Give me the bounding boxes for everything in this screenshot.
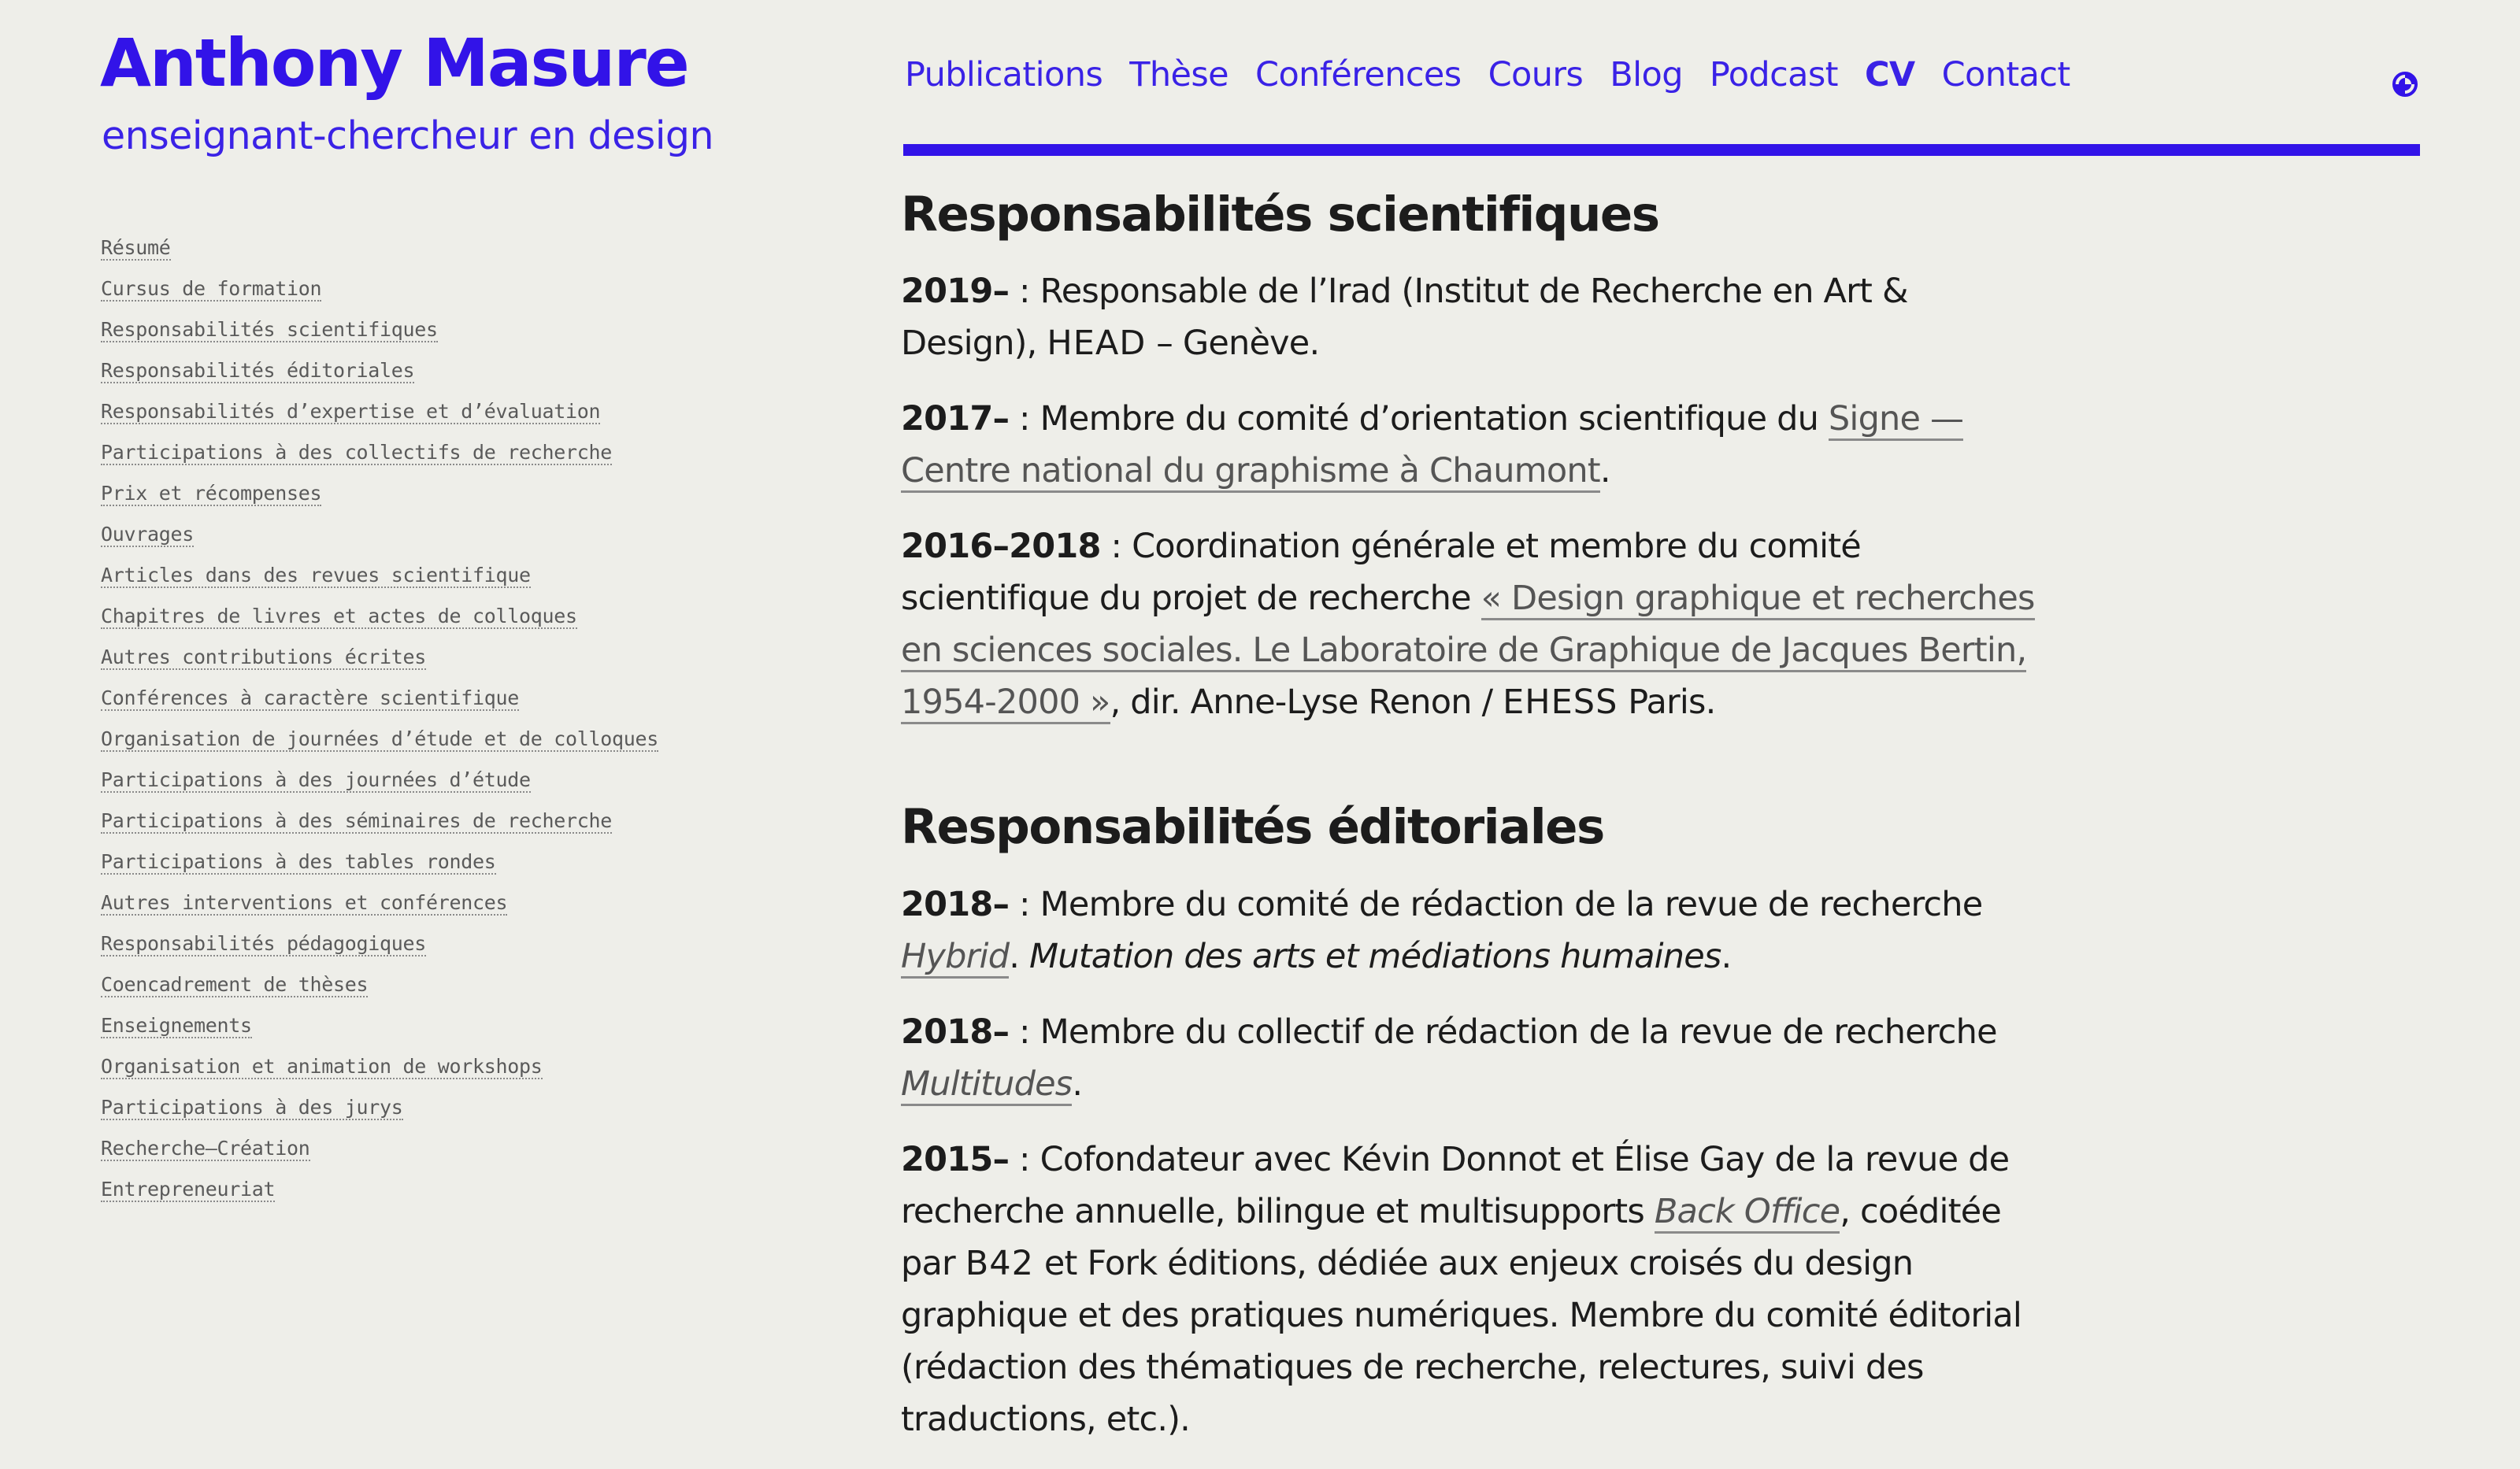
main-nav [905, 55, 2070, 94]
cv-entry: 2018– : Membre du collectif de rédaction de la revue de recherche Multitudes. [901, 1006, 2043, 1110]
entry-date: 2015– [901, 1139, 1010, 1179]
toc-item [101, 482, 658, 523]
toc-link[interactable]: Participations à des séminaires de recherche [101, 809, 613, 832]
toc-item [101, 686, 658, 727]
section-heading-scientific: Responsabilités scientifiques [901, 187, 1659, 242]
nav-cours[interactable]: Cours [1488, 55, 1584, 94]
toc-item [101, 1014, 658, 1055]
toc-link[interactable]: Conférences à caractère scientifique [101, 686, 520, 709]
cv-entry: 2017– : Membre du comité d’orientation scientifique du Signe — Centre national du graphisme à Chaumont. [901, 393, 2043, 497]
toc-link[interactable]: Responsabilités scientifiques [101, 318, 438, 341]
toc-link[interactable]: Recherche–Création [101, 1137, 310, 1160]
toc-link[interactable]: Participations à des collectifs de recherche [101, 441, 613, 464]
entry-link[interactable]: Hybrid [901, 937, 1009, 979]
toc-item [101, 1096, 658, 1137]
toc-item [101, 1178, 658, 1219]
nav-publications[interactable]: Publications [905, 55, 1103, 94]
toc-link[interactable]: Ouvrages [101, 523, 195, 546]
toc-link[interactable]: Organisation et animation de workshops [101, 1055, 543, 1078]
toc-item [101, 277, 658, 318]
toc-link[interactable]: Coencadrement de thèses [101, 973, 369, 996]
toc-link[interactable]: Participations à des tables rondes [101, 850, 496, 873]
site-title[interactable]: Anthony Masure [100, 24, 688, 102]
main-content [901, 185, 2043, 1469]
cv-entry: 2018– : Membre du comité de rédaction de la revue de recherche Hybrid. Mutation des arts et médiations humaines. [901, 879, 2043, 982]
nav-divider [903, 144, 2420, 156]
toc-item [101, 441, 658, 482]
toc-link[interactable]: Résumé [101, 236, 171, 259]
toc-item [101, 400, 658, 441]
toc-item [101, 932, 658, 973]
toc-item [101, 768, 658, 809]
entry-link[interactable]: « Design graphique et recherches en sciences sociales. Le Laboratoire de Graphique de Jacques Bertin, 1954-2000 » [901, 579, 2035, 724]
nav-cv[interactable]: CV [1864, 55, 1915, 94]
toc-link[interactable]: Enseignements [101, 1014, 252, 1037]
cv-entry: 2016–2018 : Coordination générale et membre du comité scientifique du projet de recherche « Design graphique et recherches en sciences sociales. Le Laboratoire de Graphique de Jacques Bertin, 1954-2000 », dir. Anne-Lyse Renon / EHESS Paris. [901, 520, 2043, 728]
toc-item [101, 1137, 658, 1178]
toc-item [101, 727, 658, 768]
toc-item [101, 891, 658, 932]
contrast-icon[interactable] [2392, 71, 2418, 98]
entry-date: 2016–2018 [901, 527, 1101, 567]
toc-link[interactable]: Responsabilités pédagogiques [101, 932, 427, 955]
toc-item [101, 850, 658, 891]
entry-date: 2018– [901, 884, 1010, 924]
toc-item [101, 523, 658, 564]
toc-link[interactable]: Cursus de formation [101, 277, 322, 300]
toc-link[interactable]: Participations à des journées d’étude [101, 768, 531, 791]
table-of-contents [101, 236, 658, 1219]
toc-link[interactable]: Entrepreneuriat [101, 1178, 276, 1201]
toc-item [101, 1055, 658, 1096]
nav-blog[interactable]: Blog [1610, 55, 1683, 94]
nav-these[interactable]: Thèse [1129, 55, 1229, 94]
toc-item [101, 359, 658, 400]
toc-item [101, 809, 658, 850]
toc-link[interactable]: Responsabilités d’expertise et d’évaluation [101, 400, 601, 423]
entry-date: 2017– [901, 399, 1010, 439]
toc-link[interactable]: Participations à des jurys [101, 1096, 403, 1119]
section-heading-editorial: Responsabilités éditoriales [901, 799, 1604, 856]
toc-link[interactable]: Organisation de journées d’étude et de colloques [101, 727, 659, 750]
entry-date: 2019– [901, 272, 1010, 312]
toc-item [101, 564, 658, 605]
toc-link[interactable]: Prix et récompenses [101, 482, 322, 505]
entry-link[interactable]: Back Office [1655, 1192, 1840, 1234]
nav-conferences[interactable]: Conférences [1255, 55, 1462, 94]
toc-link[interactable]: Articles dans des revues scientifique [101, 564, 531, 586]
nav-podcast[interactable]: Podcast [1709, 55, 1838, 94]
toc-item [101, 318, 658, 359]
entry-link[interactable]: Signe — Centre national du graphisme à Chaumont [901, 399, 1963, 493]
nav-contact[interactable]: Contact [1941, 55, 2070, 94]
toc-link[interactable]: Responsabilités éditoriales [101, 359, 415, 382]
toc-link[interactable]: Autres interventions et conférences [101, 891, 508, 914]
toc-item [101, 646, 658, 686]
toc-item [101, 973, 658, 1014]
entry-link[interactable]: Multitudes [901, 1064, 1072, 1106]
toc-item [101, 605, 658, 646]
cv-entry: 2019– : Responsable de l’Irad (Institut de Recherche en Art & Design), HEAD – Genève. [901, 272, 1908, 364]
entry-date: 2018– [901, 1012, 1010, 1052]
toc-link[interactable]: Chapitres de livres et actes de colloques [101, 605, 577, 627]
toc-item [101, 236, 658, 277]
site-subtitle: enseignant-chercheur en design [102, 113, 714, 158]
toc-link[interactable]: Autres contributions écrites [101, 646, 427, 668]
cv-entry: 2015– : Cofondateur avec Kévin Donnot et Élise Gay de la revue de recherche annuelle, bilingue et multisupports Back Office, coéditée par B42 et Fork éditions, dédiée aux enjeux croisés du design graphique et des pratiques numériques. Membre du comité éditorial (rédaction des thématiques de recherche, relectures, suivi des traductions, etc.). [901, 1139, 2022, 1439]
